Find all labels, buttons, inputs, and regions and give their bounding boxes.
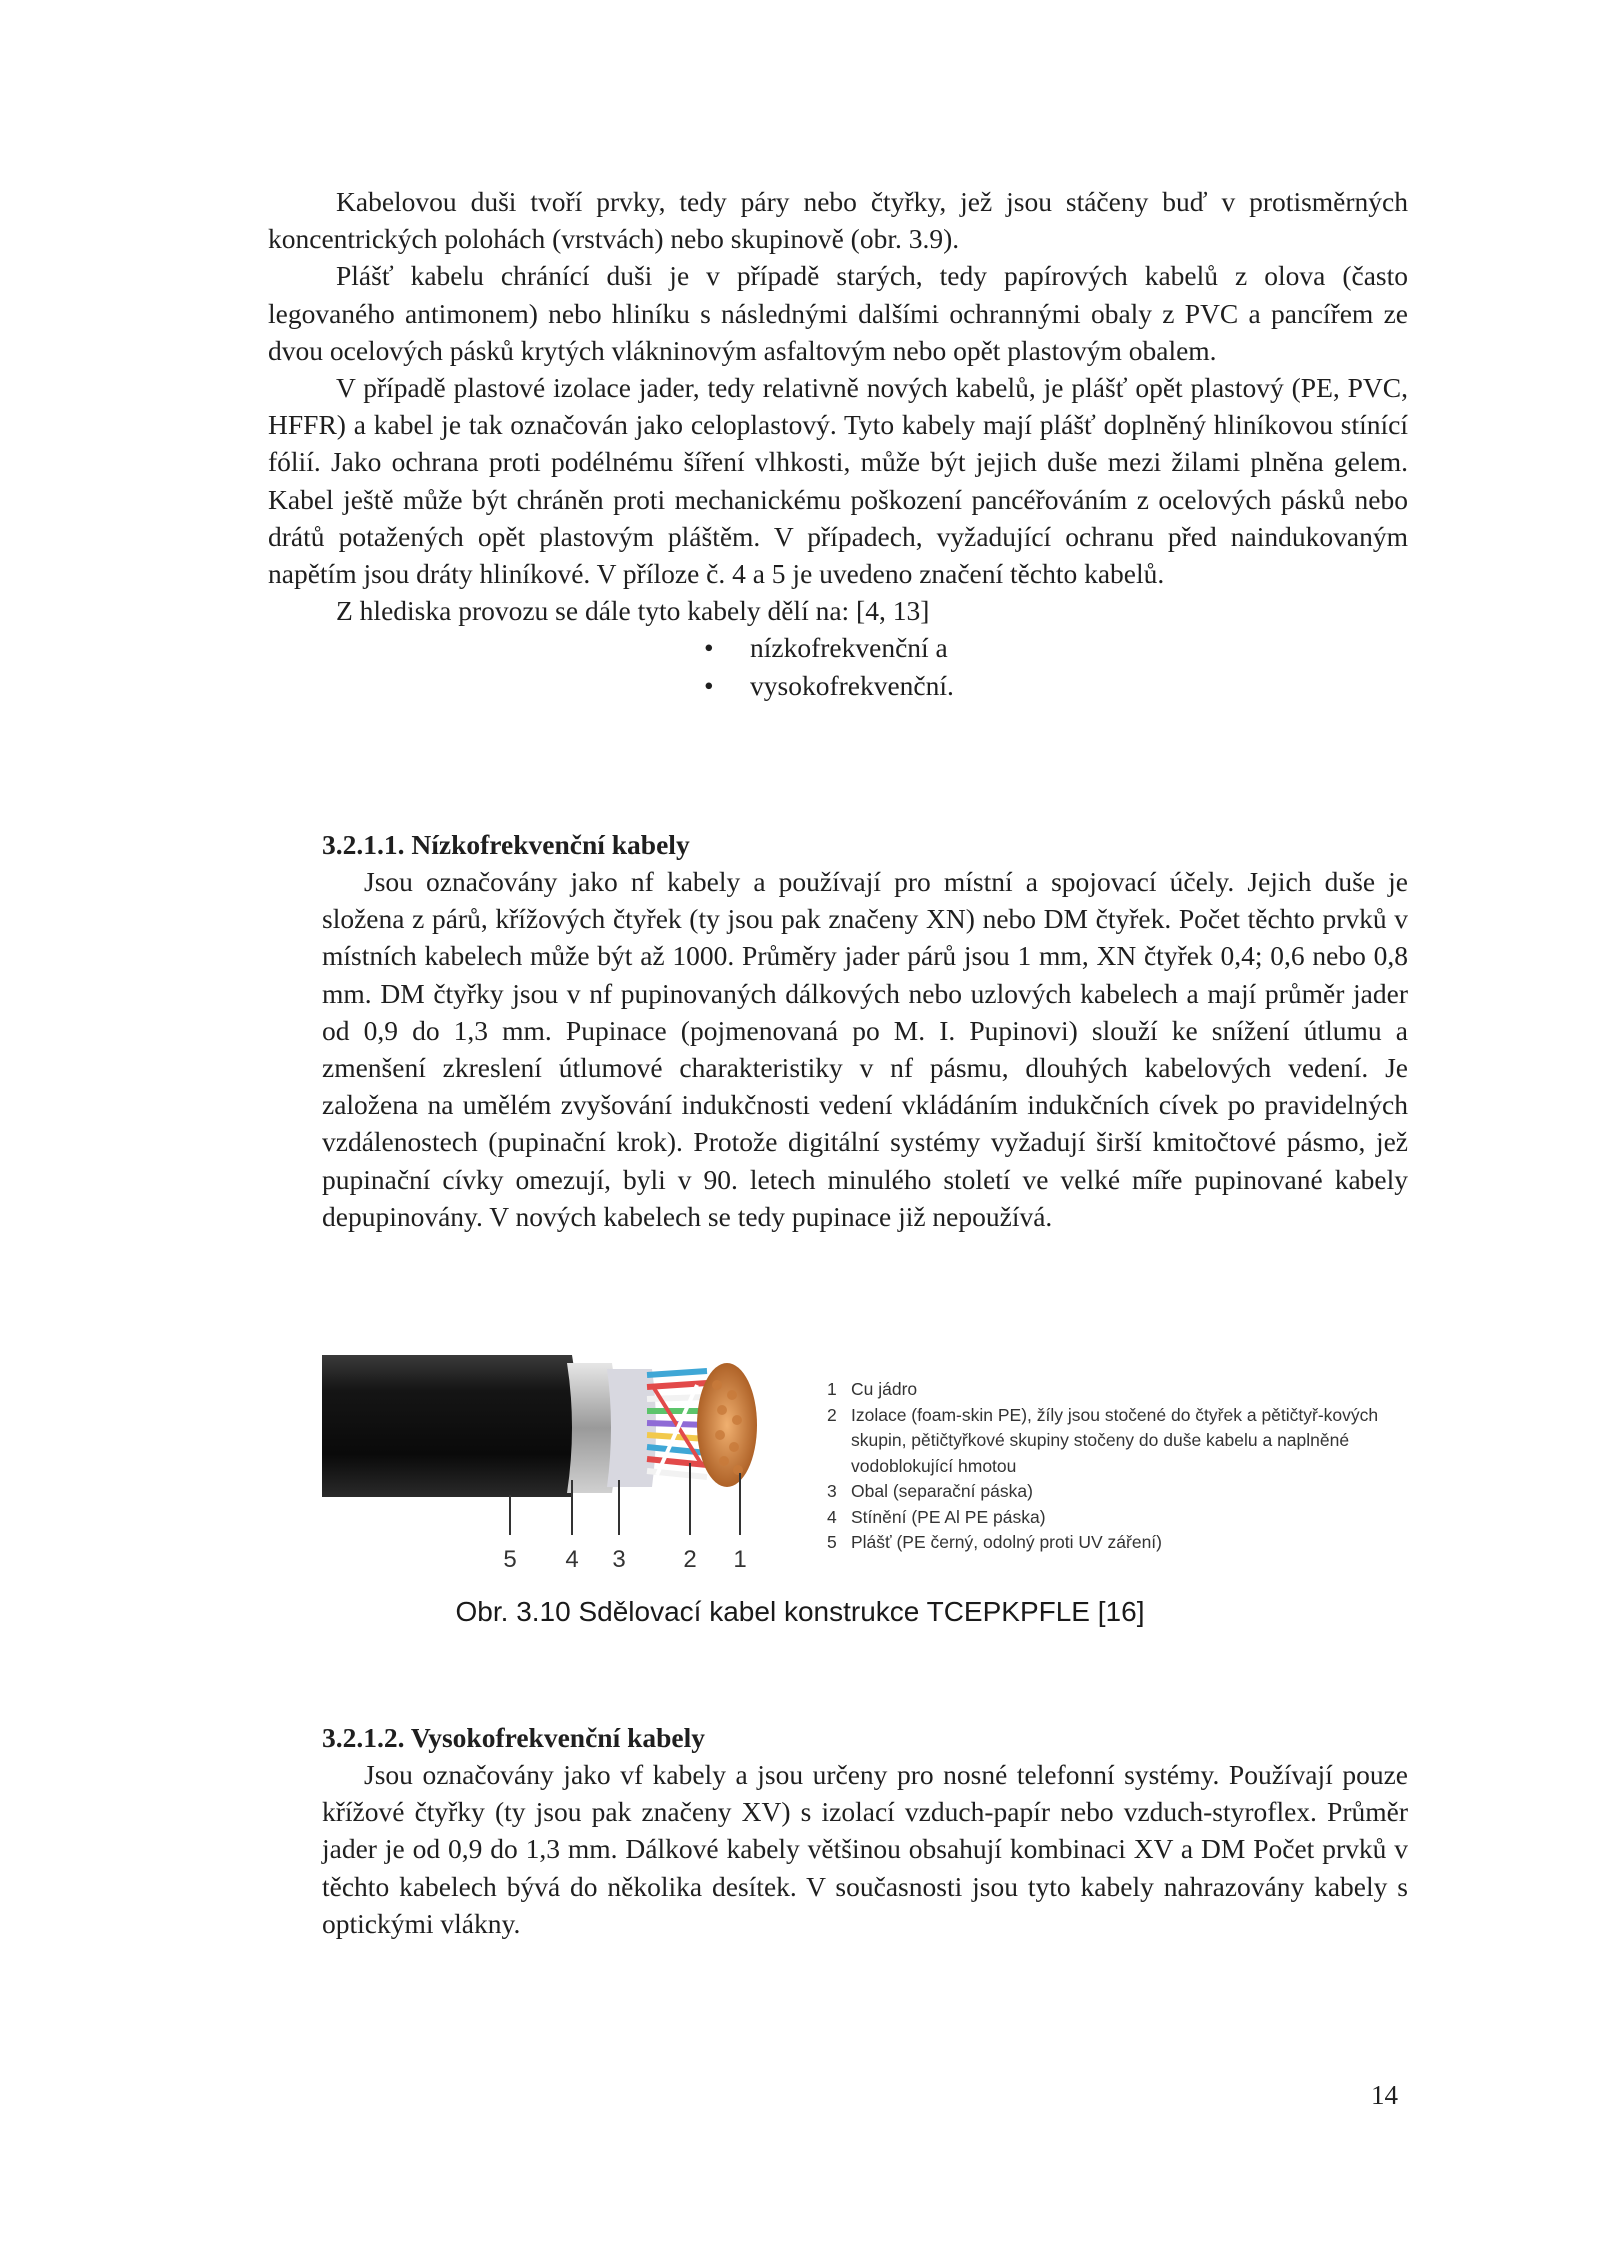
section-text — [322, 1756, 1408, 1942]
figure-caption: Obr. 3.10 Sdělovací kabel konstrukce TCEPKPFLE [16] — [455, 1596, 1145, 1627]
jacket-shape — [322, 1355, 578, 1497]
bullet-icon: • — [704, 632, 714, 664]
cable-illustration — [322, 1355, 822, 1580]
list-item — [704, 667, 1408, 704]
callout-number: 4 — [565, 1546, 579, 1573]
page-number: 14 — [1371, 2080, 1398, 2110]
paragraph: Kabelovou duši tvoří prvky, tedy páry nebo čtyřky, jež jsou stáčeny buď v protisměrných koncentrických polohách (vrstvách) nebo skupinově (obr. 3.9). — [268, 186, 1408, 255]
copper-cores — [697, 1363, 757, 1487]
callout-number: 2 — [683, 1546, 697, 1573]
legend-item: 1 Cu jádro — [827, 1379, 918, 1399]
legend-item: 5 Plášť (PE černý, odolný proti UV záření) — [827, 1532, 1162, 1552]
paragraph: V případě plastové izolace jader, tedy relativně nových kabelů, je plášť opět plastový (PE, PVC, HFFR) a kabel je tak označován jako celoplastový. Tyto kabely mají plášť doplněný hliníkovou stínící fólií. Jako ochrana proti podélnému šíření vlhkosti, může být jejich duše mezi žilami plněna gelem. Kabel ještě může být chráněn proti mechanickému poškození pancéřováním z ocelových pásků nebo drátů potažených opět plastovým pláštěm. V případech, vyžadující ochranu před naindukovaným napětím jsou dráty hliníkové. V příloze č. 4 a 5 je uvedeno značení těchto kabelů. — [268, 372, 1408, 590]
callout-number: 5 — [503, 1546, 517, 1573]
paragraph: Jsou označovány jako nf kabely a používají pro místní a spojovací účely. Jejich duše je složena z párů, křížových čtyřek (ty jsou pak značeny XN) nebo DM čtyřek. Počet těchto prvků v místních kabelech může být až 1000. Průměry jader párů jsou 1 mm, XN čtyřek 0,4; 0,6 nebo 0,8 mm. DM čtyřky jsou v nf pupinovaných dálkových nebo uzlových kabelech a mají průměr jader od 0,9 do 1,3 mm. Pupinace (pojmenovaná po M. I. Pupinovi) slouží ke snížení útlumu a zmenšení zkreslení útlumové charakteristiky v nf pásmu, dlouhých kabelových vedení. Je založena na umělém zvyšování indukčnosti vedení vkládáním indukčních cívek po pravidelných vzdálenostech (pupinační krok). Protože digitální systémy vyžadují širší kmitočtové pásmo, jež pupinační cívky omezují, byli v 90. letech minulého století ve velké míře pupinované kabely depupinovány. V nových kabelech se tedy pupinace již nepoužívá. — [322, 866, 1408, 1232]
paragraph: Z hlediska provozu se dále tyto kabely dělí na: [4, 13] — [336, 595, 930, 627]
paragraph: Plášť kabelu chránící duši je v případě starých, tedy papírových kabelů z olova (často legovaného antimonem) nebo hliníku s následnými dalšími ochrannými obaly z PVC a pancířem ze dvou ocelových pásků krytých vlákninovým asfaltovým nebo opět plastovým obalem. — [268, 260, 1408, 366]
legend-item: 3 Obal (separační páska) — [827, 1481, 1033, 1501]
list-item-text: vysokofrekvenční. — [750, 669, 954, 701]
section-heading: 3.2.1.1. Nízkofrekvenční kabely — [322, 829, 690, 860]
paragraph: Jsou označovány jako vf kabely a jsou určeny pro nosné telefonní systémy. Používají pouze křížové čtyřky (ty jsou pak značeny XV) s izolací vzduch-papír nebo vzduch-styroflex. Průměr jader je od 0,9 do 1,3 mm. Dálkové kabely většinou obsahují kombinaci XV a DM Počet prvků v těchto kabelech bývá do několika desítek. V současnosti jsou tyto kabely nahrazovány kabely s optickými vlákny. — [322, 1759, 1408, 1939]
list-item — [704, 629, 1408, 666]
section-text — [322, 863, 1408, 1235]
figure-legend — [827, 1377, 1427, 1556]
bullet-icon: • — [704, 669, 714, 701]
callout-number: 3 — [612, 1546, 626, 1573]
section-heading: 3.2.1.2. Vysokofrekvenční kabely — [322, 1722, 706, 1753]
intro-text-block — [268, 183, 1408, 704]
legend-item: 2 Izolace (foam-skin PE), žíly jsou stočené do čtyřek a pětičtyř-kových skupin, pětičtyřkové skupiny stočeny do duše kabelu a naplněné vodoblokující hmotou — [827, 1404, 1379, 1476]
bullet-list — [268, 629, 1408, 703]
list-item-text: nízkofrekvenční a — [750, 632, 948, 664]
legend-item: 4 Stínění (PE Al PE páska) — [827, 1506, 1046, 1527]
callout-number: 1 — [733, 1546, 747, 1573]
figure — [322, 1355, 1412, 1590]
